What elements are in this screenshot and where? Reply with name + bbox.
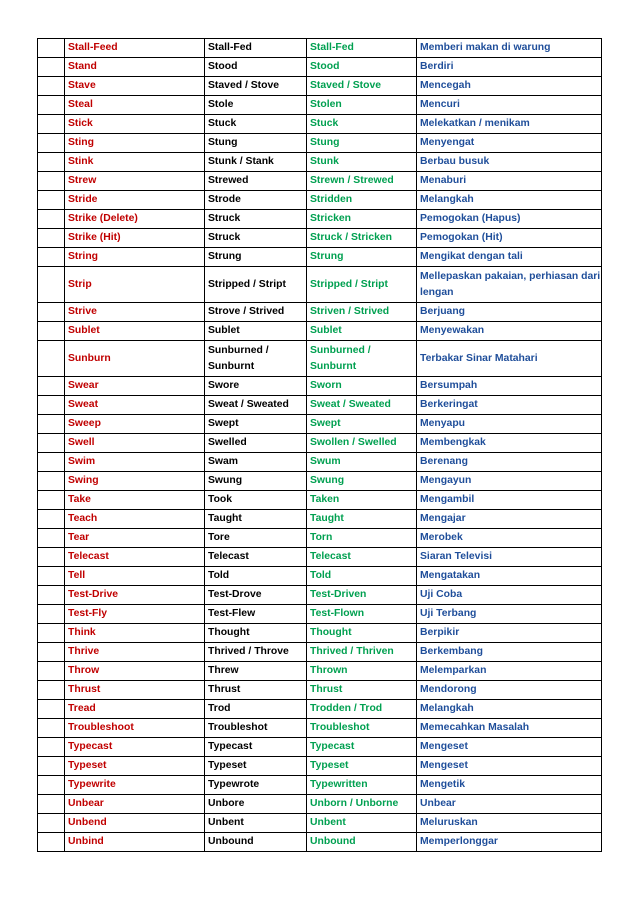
table-row [38,795,602,814]
table-row [38,624,602,643]
past-tense-cell: Unbound [205,833,307,852]
base-form-cell: Telecast [65,548,205,567]
past-participle-cell: Sublet [307,322,417,341]
meaning-cell: Mengatakan [417,567,602,586]
table-row [38,453,602,472]
meaning-cell: Uji Coba [417,586,602,605]
base-form-cell: Unbear [65,795,205,814]
base-form-cell: Strike (Hit) [65,229,205,248]
meaning-cell: Mengeset [417,738,602,757]
past-participle-cell: Troubleshot [307,719,417,738]
base-form-cell: Swim [65,453,205,472]
table-row [38,96,602,115]
base-form-cell: Test-Drive [65,586,205,605]
past-tense-cell: Swelled [205,434,307,453]
row-margin-cell [38,396,65,415]
table-row [38,153,602,172]
past-tense-cell: Unbent [205,814,307,833]
past-participle-cell: Thrown [307,662,417,681]
base-form-cell: Sweat [65,396,205,415]
past-participle-cell: Stung [307,134,417,153]
past-participle-cell: Stripped / Stript [307,267,417,303]
table-row [38,341,602,377]
table-row [38,662,602,681]
row-margin-cell [38,341,65,377]
past-tense-cell: Stall-Fed [205,39,307,58]
table-row [38,115,602,134]
row-margin-cell [38,643,65,662]
past-participle-cell: Striven / Strived [307,303,417,322]
past-tense-cell: Stunk / Stank [205,153,307,172]
table-row [38,586,602,605]
past-participle-cell: Thought [307,624,417,643]
past-tense-cell: Strung [205,248,307,267]
past-tense-cell: Typecast [205,738,307,757]
table-row [38,191,602,210]
row-margin-cell [38,491,65,510]
row-margin-cell [38,776,65,795]
row-margin-cell [38,322,65,341]
past-participle-cell: Taught [307,510,417,529]
verb-table-body [38,39,602,852]
table-row [38,643,602,662]
row-margin-cell [38,377,65,396]
meaning-cell: Pemogokan (Hapus) [417,210,602,229]
past-tense-cell: Troubleshot [205,719,307,738]
meaning-cell: Membengkak [417,434,602,453]
past-participle-cell: Typewritten [307,776,417,795]
base-form-cell: Swell [65,434,205,453]
base-form-cell: Typecast [65,738,205,757]
table-row [38,472,602,491]
meaning-cell: Uji Terbang [417,605,602,624]
meaning-cell: Menaburi [417,172,602,191]
past-tense-cell: Telecast [205,548,307,567]
row-margin-cell [38,833,65,852]
past-participle-cell: Taken [307,491,417,510]
past-participle-cell: Told [307,567,417,586]
row-margin-cell [38,303,65,322]
base-form-cell: Tread [65,700,205,719]
row-margin-cell [38,96,65,115]
past-participle-cell: Torn [307,529,417,548]
past-participle-cell: Swollen / Swelled [307,434,417,453]
past-tense-cell: Swore [205,377,307,396]
base-form-cell: Swing [65,472,205,491]
past-participle-cell: Strung [307,248,417,267]
past-participle-cell: Stall-Fed [307,39,417,58]
past-tense-cell: Thought [205,624,307,643]
base-form-cell: Strip [65,267,205,303]
meaning-cell: Menyengat [417,134,602,153]
past-participle-cell: Typecast [307,738,417,757]
past-tense-cell: Stood [205,58,307,77]
base-form-cell: Sweep [65,415,205,434]
table-row [38,814,602,833]
past-tense-cell: Took [205,491,307,510]
past-tense-cell: Swam [205,453,307,472]
past-tense-cell: Staved / Stove [205,77,307,96]
base-form-cell: Take [65,491,205,510]
table-row [38,58,602,77]
table-row [38,396,602,415]
row-margin-cell [38,191,65,210]
base-form-cell: Typewrite [65,776,205,795]
meaning-cell: Melemparkan [417,662,602,681]
past-participle-cell: Unbound [307,833,417,852]
past-participle-cell: Test-Driven [307,586,417,605]
row-margin-cell [38,510,65,529]
past-participle-cell: Swept [307,415,417,434]
meaning-cell: Mengayun [417,472,602,491]
row-margin-cell [38,210,65,229]
past-participle-cell: Sunburned / Sunburnt [307,341,417,377]
meaning-cell: Merobek [417,529,602,548]
past-tense-cell: Sunburned / Sunburnt [205,341,307,377]
past-tense-cell: Test-Drove [205,586,307,605]
row-margin-cell [38,172,65,191]
table-row [38,681,602,700]
meaning-cell: Berkembang [417,643,602,662]
meaning-cell: Melangkah [417,700,602,719]
table-row [38,377,602,396]
meaning-cell: Mencuri [417,96,602,115]
base-form-cell: Stick [65,115,205,134]
meaning-cell: Mengajar [417,510,602,529]
table-row [38,210,602,229]
row-margin-cell [38,453,65,472]
past-tense-cell: Taught [205,510,307,529]
meaning-cell: Meluruskan [417,814,602,833]
row-margin-cell [38,586,65,605]
past-participle-cell: Stricken [307,210,417,229]
meaning-cell: Memecahkan Masalah [417,719,602,738]
past-tense-cell: Sublet [205,322,307,341]
past-participle-cell: Unbent [307,814,417,833]
base-form-cell: Troubleshoot [65,719,205,738]
past-tense-cell: Sweat / Sweated [205,396,307,415]
table-row [38,415,602,434]
verb-table [37,38,602,852]
row-margin-cell [38,39,65,58]
table-row [38,77,602,96]
table-row [38,529,602,548]
table-row [38,776,602,795]
past-participle-cell: Stood [307,58,417,77]
table-row [38,229,602,248]
table-row [38,434,602,453]
past-tense-cell: Thrived / Throve [205,643,307,662]
past-tense-cell: Struck [205,229,307,248]
base-form-cell: Throw [65,662,205,681]
table-row [38,172,602,191]
row-margin-cell [38,605,65,624]
past-tense-cell: Strode [205,191,307,210]
meaning-cell: Berbau busuk [417,153,602,172]
past-participle-cell: Sweat / Sweated [307,396,417,415]
row-margin-cell [38,719,65,738]
meaning-cell: Mengambil [417,491,602,510]
row-margin-cell [38,58,65,77]
row-margin-cell [38,77,65,96]
table-row [38,248,602,267]
row-margin-cell [38,229,65,248]
past-tense-cell: Typeset [205,757,307,776]
meaning-cell: Memperlonggar [417,833,602,852]
base-form-cell: Strew [65,172,205,191]
meaning-cell: Siaran Televisi [417,548,602,567]
base-form-cell: Strike (Delete) [65,210,205,229]
table-row [38,491,602,510]
meaning-cell: Berenang [417,453,602,472]
table-row [38,833,602,852]
base-form-cell: Unbind [65,833,205,852]
base-form-cell: Tell [65,567,205,586]
past-participle-cell: Swum [307,453,417,472]
past-participle-cell: Typeset [307,757,417,776]
past-tense-cell: Swept [205,415,307,434]
past-participle-cell: Staved / Stove [307,77,417,96]
past-participle-cell: Trodden / Trod [307,700,417,719]
table-row [38,39,602,58]
past-tense-cell: Unbore [205,795,307,814]
base-form-cell: Teach [65,510,205,529]
base-form-cell: Stave [65,77,205,96]
meaning-cell: Menyapu [417,415,602,434]
table-row [38,757,602,776]
row-margin-cell [38,434,65,453]
base-form-cell: Stink [65,153,205,172]
row-margin-cell [38,567,65,586]
row-margin-cell [38,624,65,643]
past-tense-cell: Stung [205,134,307,153]
past-tense-cell: Strewed [205,172,307,191]
past-participle-cell: Unborn / Unborne [307,795,417,814]
past-tense-cell: Typewrote [205,776,307,795]
base-form-cell: Stall-Feed [65,39,205,58]
past-tense-cell: Test-Flew [205,605,307,624]
base-form-cell: Typeset [65,757,205,776]
past-participle-cell: Swung [307,472,417,491]
base-form-cell: Strive [65,303,205,322]
past-participle-cell: Struck / Stricken [307,229,417,248]
table-row [38,605,602,624]
row-margin-cell [38,814,65,833]
past-tense-cell: Strove / Strived [205,303,307,322]
table-row [38,510,602,529]
meaning-cell: Berkeringat [417,396,602,415]
meaning-cell: Mengikat dengan tali [417,248,602,267]
past-tense-cell: Stole [205,96,307,115]
table-row [38,738,602,757]
meaning-cell: Mengetik [417,776,602,795]
meaning-cell: Mendorong [417,681,602,700]
meaning-cell: Mellepaskan pakaian, perhiasan dari lengan [417,267,602,303]
past-tense-cell: Struck [205,210,307,229]
base-form-cell: Sting [65,134,205,153]
base-form-cell: Think [65,624,205,643]
table-row [38,322,602,341]
base-form-cell: Sublet [65,322,205,341]
meaning-cell: Mencegah [417,77,602,96]
meaning-cell: Memberi makan di warung [417,39,602,58]
table-row [38,719,602,738]
past-tense-cell: Thrust [205,681,307,700]
past-participle-cell: Sworn [307,377,417,396]
row-margin-cell [38,415,65,434]
row-margin-cell [38,700,65,719]
past-participle-cell: Thrived / Thriven [307,643,417,662]
row-margin-cell [38,267,65,303]
past-participle-cell: Stridden [307,191,417,210]
base-form-cell: Steal [65,96,205,115]
base-form-cell: Unbend [65,814,205,833]
past-tense-cell: Threw [205,662,307,681]
past-tense-cell: Told [205,567,307,586]
table-row [38,548,602,567]
row-margin-cell [38,529,65,548]
meaning-cell: Melangkah [417,191,602,210]
past-participle-cell: Thrust [307,681,417,700]
meaning-cell: Terbakar Sinar Matahari [417,341,602,377]
base-form-cell: Tear [65,529,205,548]
row-margin-cell [38,662,65,681]
base-form-cell: Stride [65,191,205,210]
meaning-cell: Melekatkan / menikam [417,115,602,134]
meaning-cell: Unbear [417,795,602,814]
past-participle-cell: Test-Flown [307,605,417,624]
row-margin-cell [38,115,65,134]
row-margin-cell [38,472,65,491]
table-row [38,567,602,586]
table-row [38,134,602,153]
row-margin-cell [38,548,65,567]
past-tense-cell: Stuck [205,115,307,134]
base-form-cell: Swear [65,377,205,396]
row-margin-cell [38,681,65,700]
row-margin-cell [38,134,65,153]
table-row [38,303,602,322]
past-tense-cell: Trod [205,700,307,719]
base-form-cell: String [65,248,205,267]
past-participle-cell: Strewn / Strewed [307,172,417,191]
meaning-cell: Berjuang [417,303,602,322]
base-form-cell: Thrust [65,681,205,700]
table-row [38,700,602,719]
meaning-cell: Berdiri [417,58,602,77]
base-form-cell: Thrive [65,643,205,662]
past-tense-cell: Swung [205,472,307,491]
table-row [38,267,602,303]
past-participle-cell: Stuck [307,115,417,134]
meaning-cell: Bersumpah [417,377,602,396]
past-participle-cell: Stunk [307,153,417,172]
row-margin-cell [38,757,65,776]
past-tense-cell: Stripped / Stript [205,267,307,303]
past-tense-cell: Tore [205,529,307,548]
row-margin-cell [38,248,65,267]
past-participle-cell: Stolen [307,96,417,115]
base-form-cell: Sunburn [65,341,205,377]
meaning-cell: Mengeset [417,757,602,776]
base-form-cell: Test-Fly [65,605,205,624]
base-form-cell: Stand [65,58,205,77]
row-margin-cell [38,795,65,814]
past-participle-cell: Telecast [307,548,417,567]
row-margin-cell [38,738,65,757]
meaning-cell: Pemogokan (Hit) [417,229,602,248]
meaning-cell: Berpikir [417,624,602,643]
row-margin-cell [38,153,65,172]
meaning-cell: Menyewakan [417,322,602,341]
